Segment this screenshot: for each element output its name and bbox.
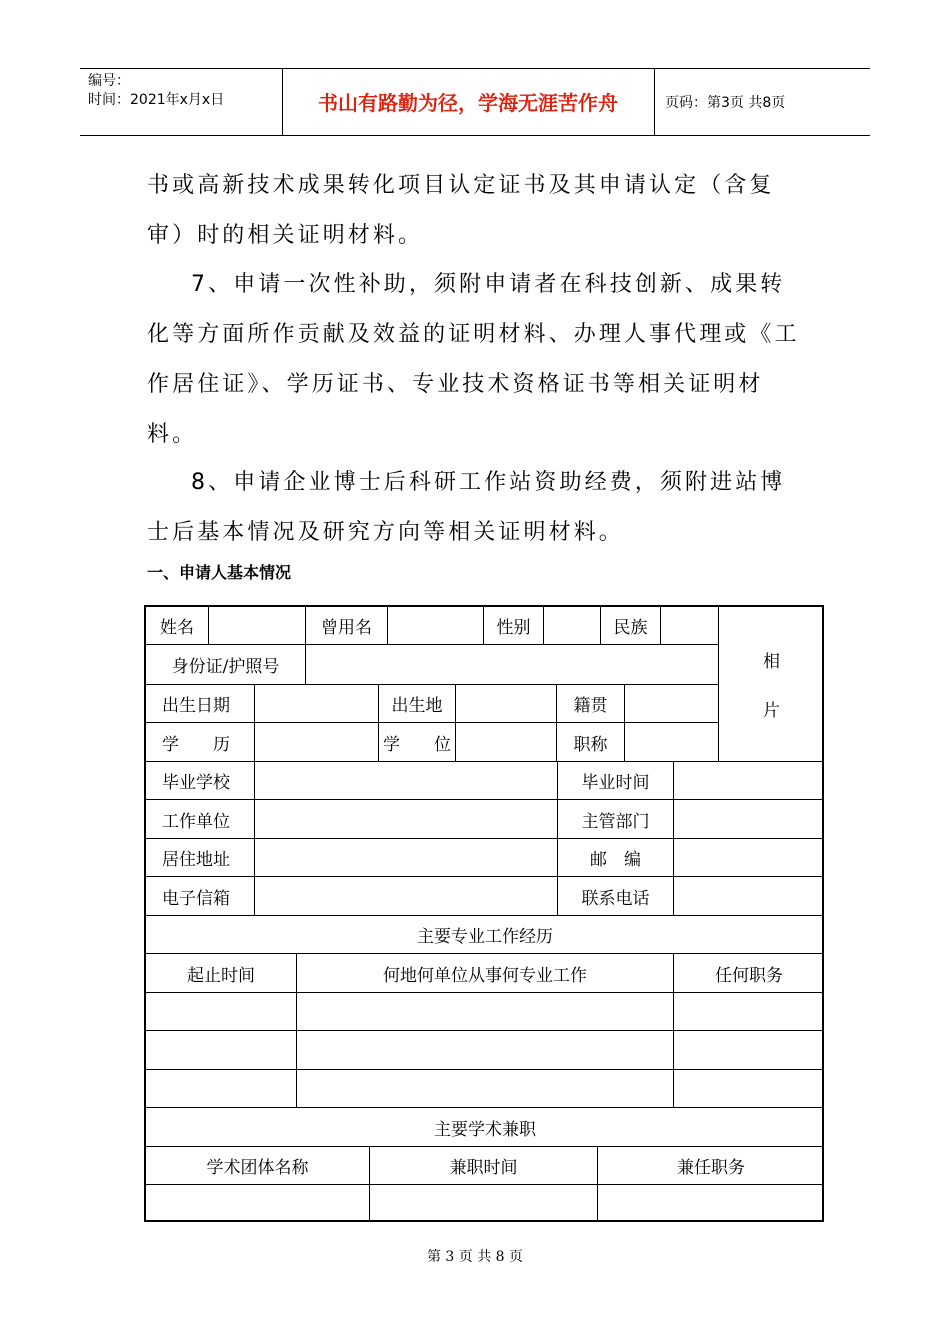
wh-row1-period[interactable] [146,993,297,1031]
label-degree: 学 位 [379,723,456,762]
field-birth-place[interactable] [456,685,557,723]
work-history-title: 主要专业工作经历 [146,916,824,954]
doc-date-label: 时间：2021年x月x日 [88,92,225,108]
field-former-name[interactable] [388,607,484,645]
field-grad-time[interactable] [674,762,824,800]
field-ethnicity[interactable] [661,607,719,645]
doc-number-label: 编号： [88,73,130,89]
wh-row3-position[interactable] [674,1070,824,1108]
field-degree[interactable] [456,723,557,762]
header-meta [88,72,224,110]
field-native-place[interactable] [625,685,719,723]
ac-row1-org[interactable] [146,1185,370,1220]
wh-row1-place[interactable] [297,993,674,1031]
label-ethnicity: 民族 [601,607,661,645]
header-bottom-rule [80,135,870,136]
paragraph-item-8: 8、申请企业博士后科研工作站资助经费，须附进站博士后基本情况及研究方向等相关证明材料。 [147,470,786,545]
header-divider [654,68,655,135]
paragraph-continuation: 书或高新技术成果转化项目认定证书及其申请认定（含复审）时的相关证明材料。 [147,173,775,248]
paragraph-item-7: 7、申请一次性补助，须附申请者在科技创新、成果转化等方面所作贡献及效益的证明材料、办理人事代理或《工作居住证》、学历证书、专业技术资格证书等相关证明材料。 [147,272,800,447]
wh-row3-place[interactable] [297,1070,674,1108]
label-id-no: 身份证/护照号 [146,645,306,685]
applicant-info-table [144,605,824,1222]
photo-label-1: 相 [763,652,780,672]
photo-label-2: 片 [763,701,780,721]
wh-row1-position[interactable] [674,993,824,1031]
wh-col-position: 任何职务 [674,954,824,993]
ac-row1-time[interactable] [370,1185,598,1220]
field-phone[interactable] [674,877,824,916]
field-title[interactable] [625,723,719,762]
header-motto: 书山有路勤为径，学海无涯苦作舟 [318,91,618,115]
field-address[interactable] [255,839,558,877]
photo-box [719,607,824,762]
label-gender: 性别 [484,607,544,645]
label-postcode: 邮 编 [558,839,674,877]
label-employer: 工作单位 [146,800,255,839]
academic-title: 主要学术兼职 [146,1108,824,1147]
wh-row3-period[interactable] [146,1070,297,1108]
field-school[interactable] [255,762,558,800]
label-birth-date: 出生日期 [146,685,255,723]
label-title: 职称 [557,723,625,762]
label-address: 居住地址 [146,839,255,877]
ac-col-time: 兼职时间 [370,1147,598,1185]
field-gender[interactable] [544,607,601,645]
header-page-label: 页码：第3页 共8页 [665,95,786,111]
label-native-place: 籍贯 [557,685,625,723]
label-education: 学 历 [146,723,255,762]
label-grad-time: 毕业时间 [558,762,674,800]
wh-row2-place[interactable] [297,1031,674,1070]
label-former-name: 曾用名 [306,607,388,645]
label-email: 电子信箱 [146,877,255,916]
wh-col-period: 起止时间 [146,954,297,993]
label-school: 毕业学校 [146,762,255,800]
ac-col-position: 兼任职务 [598,1147,824,1185]
label-dept: 主管部门 [558,800,674,839]
ac-col-org: 学术团体名称 [146,1147,370,1185]
field-email[interactable] [255,877,558,916]
wh-row2-period[interactable] [146,1031,297,1070]
field-postcode[interactable] [674,839,824,877]
field-birth-date[interactable] [255,685,379,723]
label-name: 姓名 [146,607,209,645]
field-employer[interactable] [255,800,558,839]
field-id-no[interactable] [306,645,719,685]
wh-row2-position[interactable] [674,1031,824,1070]
page-footer: 第 3 页 共 8 页 [426,1249,524,1265]
field-dept[interactable] [674,800,824,839]
ac-row1-position[interactable] [598,1185,824,1220]
field-name[interactable] [209,607,306,645]
label-birth-place: 出生地 [379,685,456,723]
section-title: 一、申请人基本情况 [147,563,292,582]
wh-col-place: 何地何单位从事何专业工作 [297,954,674,993]
field-education[interactable] [255,723,379,762]
label-phone: 联系电话 [558,877,674,916]
